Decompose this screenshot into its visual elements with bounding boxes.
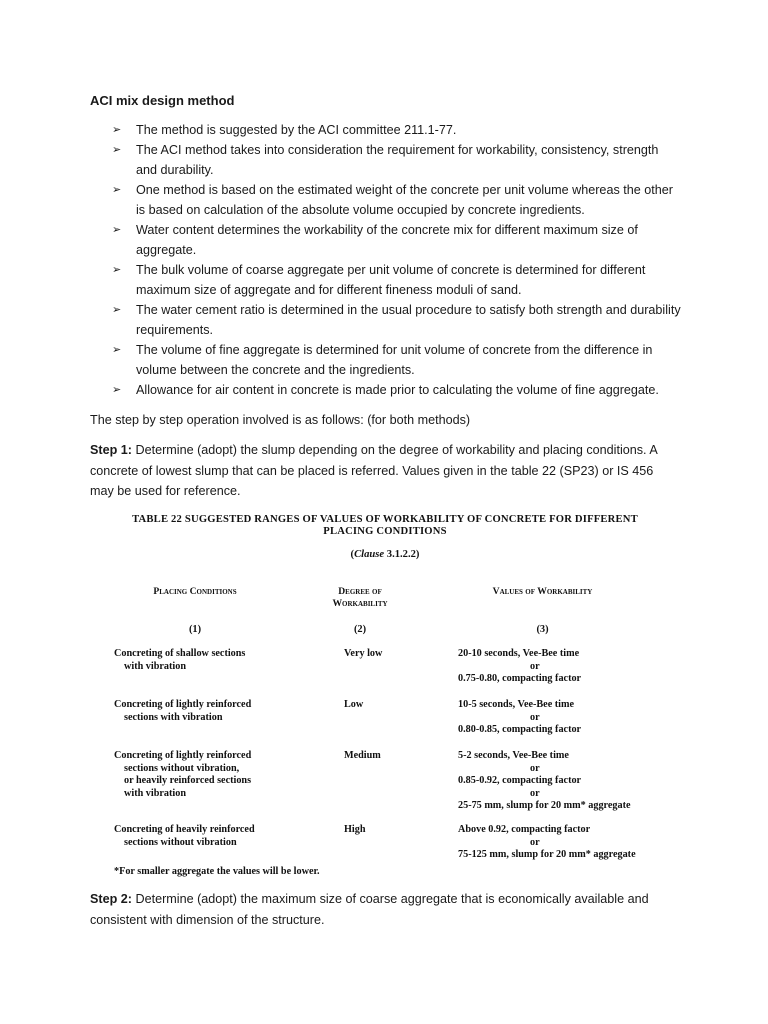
arrow-bullet-icon: ➢ [112,184,122,196]
list-item: ➢ The volume of fine aggregate is determined for unit volume of concrete from the difference in volume between the concrete and the ingredients. [112,340,682,380]
table-cell-degree: High [344,824,366,835]
step-1-paragraph [90,440,680,502]
step-2-text: Determine (adopt) the maximum size of coarse aggregate that is economically available and consistent with dimension of the structure. [90,892,649,927]
table-cell-degree: Low [344,699,364,710]
workability-table [90,514,680,884]
list-item: ➢ The method is suggested by the ACI committee 211.1-77. [112,120,682,140]
table-cell-values: 10-5 seconds, Vee-Bee time or 0.80-0.85, compacting factor [458,699,582,736]
list-item: ➢ The water cement ratio is determined in the usual procedure to satisfy both strength and durability requirements. [112,300,682,340]
step-2-paragraph [90,889,680,930]
table-cell-values: 5-2 seconds, Vee-Bee time or 0.85-0.92, compacting factor or 25-75 mm, slump for 20 mm* aggregate [458,750,631,812]
table-footnote: *For smaller aggregate the values will be lower. [114,866,320,877]
column-number: (1) [188,624,202,635]
column-header-values: Values of Workability [492,586,593,597]
column-number: (3) [536,624,549,635]
table-cell-values: Above 0.92, compacting factor or 75-125 mm, slump for 20 mm* aggregate [458,824,636,861]
table-cell-degree: Very low [344,648,383,659]
step-2-label: Step 2: [90,892,132,906]
arrow-bullet-icon: ➢ [112,304,122,316]
list-item: ➢ Water content determines the workability of the concrete mix for different maximum size of aggregate. [112,220,682,260]
column-header-degree: Degree of Workability [332,586,388,609]
intro-paragraph: The step by step operation involved is as follows: (for both methods) [90,413,471,427]
step-1-label: Step 1: [90,443,132,457]
table-cell-values: 20-10 seconds, Vee-Bee time or 0.75-0.80, compacting factor [458,648,582,685]
bullet-list [112,120,682,400]
list-item: ➢ Allowance for air content in concrete is made prior to calculating the volume of fine aggregate. [112,380,682,400]
list-item: ➢ One method is based on the estimated weight of the concrete per unit volume whereas the other is based on calculation of the absolute volume occupied by concrete ingredients. [112,180,682,220]
column-number: (2) [353,624,367,635]
table-clause: (Clause 3.1.2.2) [350,549,420,560]
arrow-bullet-icon: ➢ [112,344,122,356]
table-cell-placing: Concreting of lightly reinforced sections with vibration [114,699,252,723]
section-heading: ACI mix design method [90,93,235,108]
arrow-bullet-icon: ➢ [112,144,122,156]
arrow-bullet-icon: ➢ [112,264,122,276]
table-cell-placing: Concreting of lightly reinforced sections without vibration, or heavily reinforced sections with vibration [114,750,252,799]
step-1-text: Determine (adopt) the slump depending on the degree of workability and placing conditions. A concrete of lowest slump that can be placed is referred. Values given in the table 22 (SP23) or IS 456 may be used for reference. [90,443,658,498]
arrow-bullet-icon: ➢ [112,124,122,136]
table-cell-placing: Concreting of heavily reinforced sections without vibration [114,824,255,848]
table-title: TABLE 22 SUGGESTED RANGES OF VALUES OF WORKABILITY OF CONCRETE FOR DIFFERENT PLACING CONDITIONS [132,514,638,537]
list-item: ➢ The bulk volume of coarse aggregate per unit volume of concrete is determined for different maximum size of aggregate and for different fineness moduli of sand. [112,260,682,300]
arrow-bullet-icon: ➢ [112,224,122,236]
table-cell-degree: Medium [344,750,381,761]
list-item: ➢ The ACI method takes into consideration the requirement for workability, consistency, strength and durability. [112,140,682,180]
column-header-placing: Placing Conditions [153,586,237,597]
table-cell-placing: Concreting of shallow sections with vibration [114,648,246,672]
arrow-bullet-icon: ➢ [112,384,122,396]
